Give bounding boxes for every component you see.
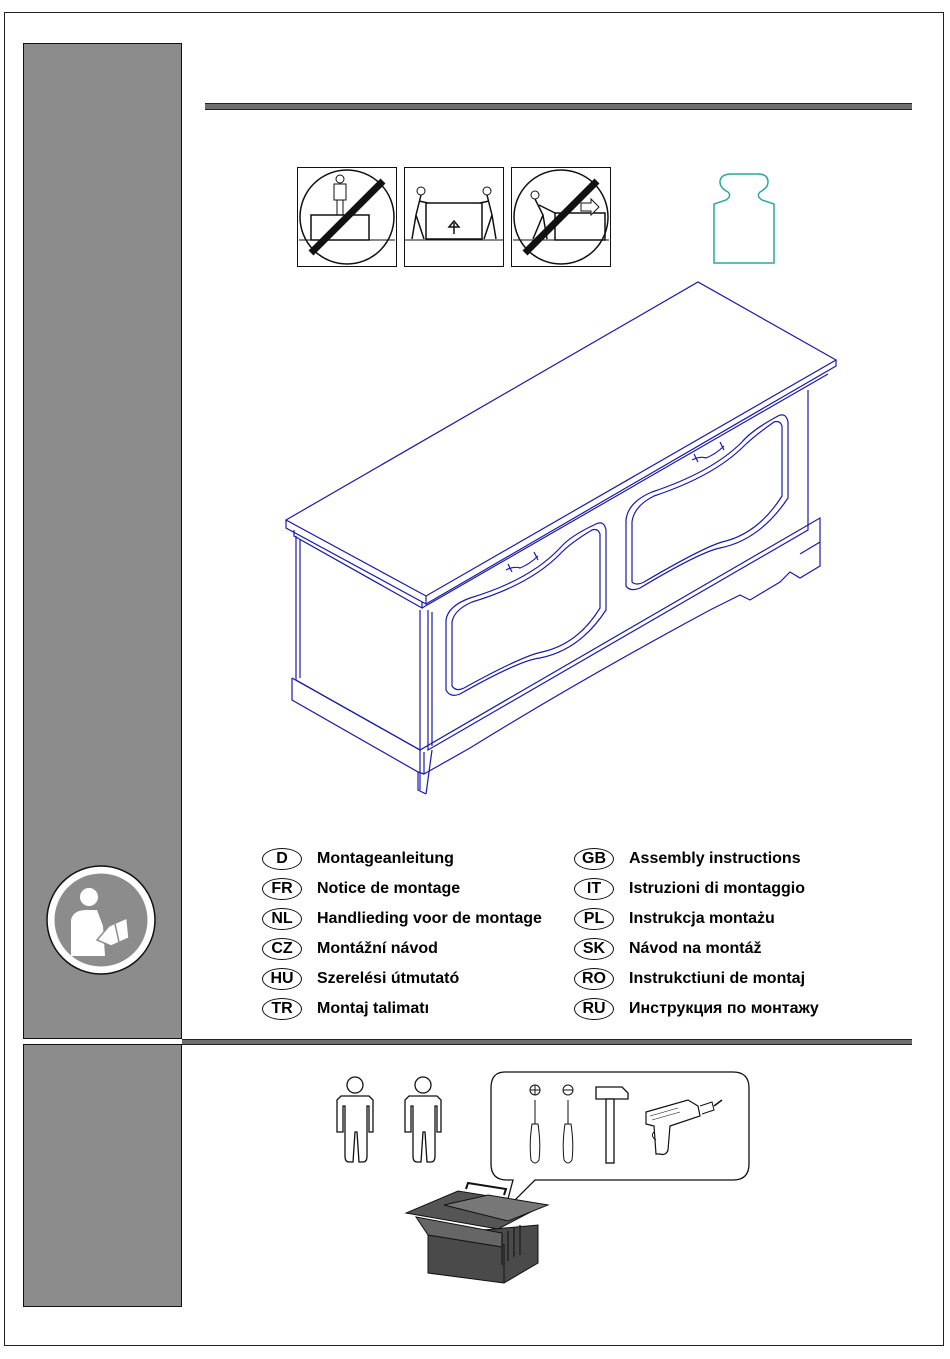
weight-icon [712, 172, 778, 266]
language-item [262, 936, 438, 962]
read-manual-icon [45, 864, 157, 976]
language-item [262, 876, 460, 902]
language-item [574, 846, 801, 872]
top-rule [205, 103, 912, 110]
drill-icon [642, 1092, 724, 1158]
language-label: Istruzioni di montaggio [629, 880, 805, 897]
no-standing-on-furniture-icon [297, 167, 397, 267]
language-code: NL [262, 908, 302, 930]
chest-illustration [280, 280, 840, 800]
language-code: CZ [262, 938, 302, 960]
language-item [262, 906, 542, 932]
middle-rule [182, 1039, 912, 1045]
language-item [574, 876, 805, 902]
language-code: SK [574, 938, 614, 960]
language-item [574, 936, 761, 962]
language-item [262, 966, 459, 992]
language-item [574, 966, 805, 992]
language-code: RU [574, 998, 614, 1020]
language-item [574, 996, 819, 1022]
language-label: Montážní návod [317, 940, 438, 957]
language-label: Montaj talimatı [317, 1000, 430, 1017]
language-label: Szerelési útmutató [317, 970, 460, 987]
language-code: GB [574, 848, 614, 870]
hammer-icon [594, 1085, 630, 1167]
sidebar-bottom [23, 1044, 182, 1307]
language-code: D [262, 848, 302, 870]
language-code: PL [574, 908, 614, 930]
language-label: Návod na montáž [629, 940, 762, 957]
no-pushing-icon [511, 167, 611, 267]
language-label: Notice de montage [317, 880, 461, 897]
language-item [574, 906, 775, 932]
language-code: TR [262, 998, 302, 1020]
two-person-lift-icon [404, 167, 504, 267]
language-code: HU [262, 968, 302, 990]
language-code: FR [262, 878, 302, 900]
language-label: Инструкция по монтажу [629, 1000, 819, 1017]
language-item [262, 846, 454, 872]
language-label: Handlieding voor de montage [317, 910, 542, 927]
language-code: RO [574, 968, 614, 990]
language-item [262, 996, 429, 1022]
language-label: Instrukctiuni de montaj [629, 970, 806, 987]
flat-screwdriver-icon [558, 1084, 578, 1168]
language-code: IT [574, 878, 614, 900]
phillips-screwdriver-icon [525, 1084, 545, 1168]
toolbox-icon [398, 1185, 558, 1285]
language-label: Montageanleitung [317, 850, 454, 867]
language-label: Assembly instructions [629, 850, 801, 867]
language-label: Instrukcja montażu [629, 910, 775, 927]
